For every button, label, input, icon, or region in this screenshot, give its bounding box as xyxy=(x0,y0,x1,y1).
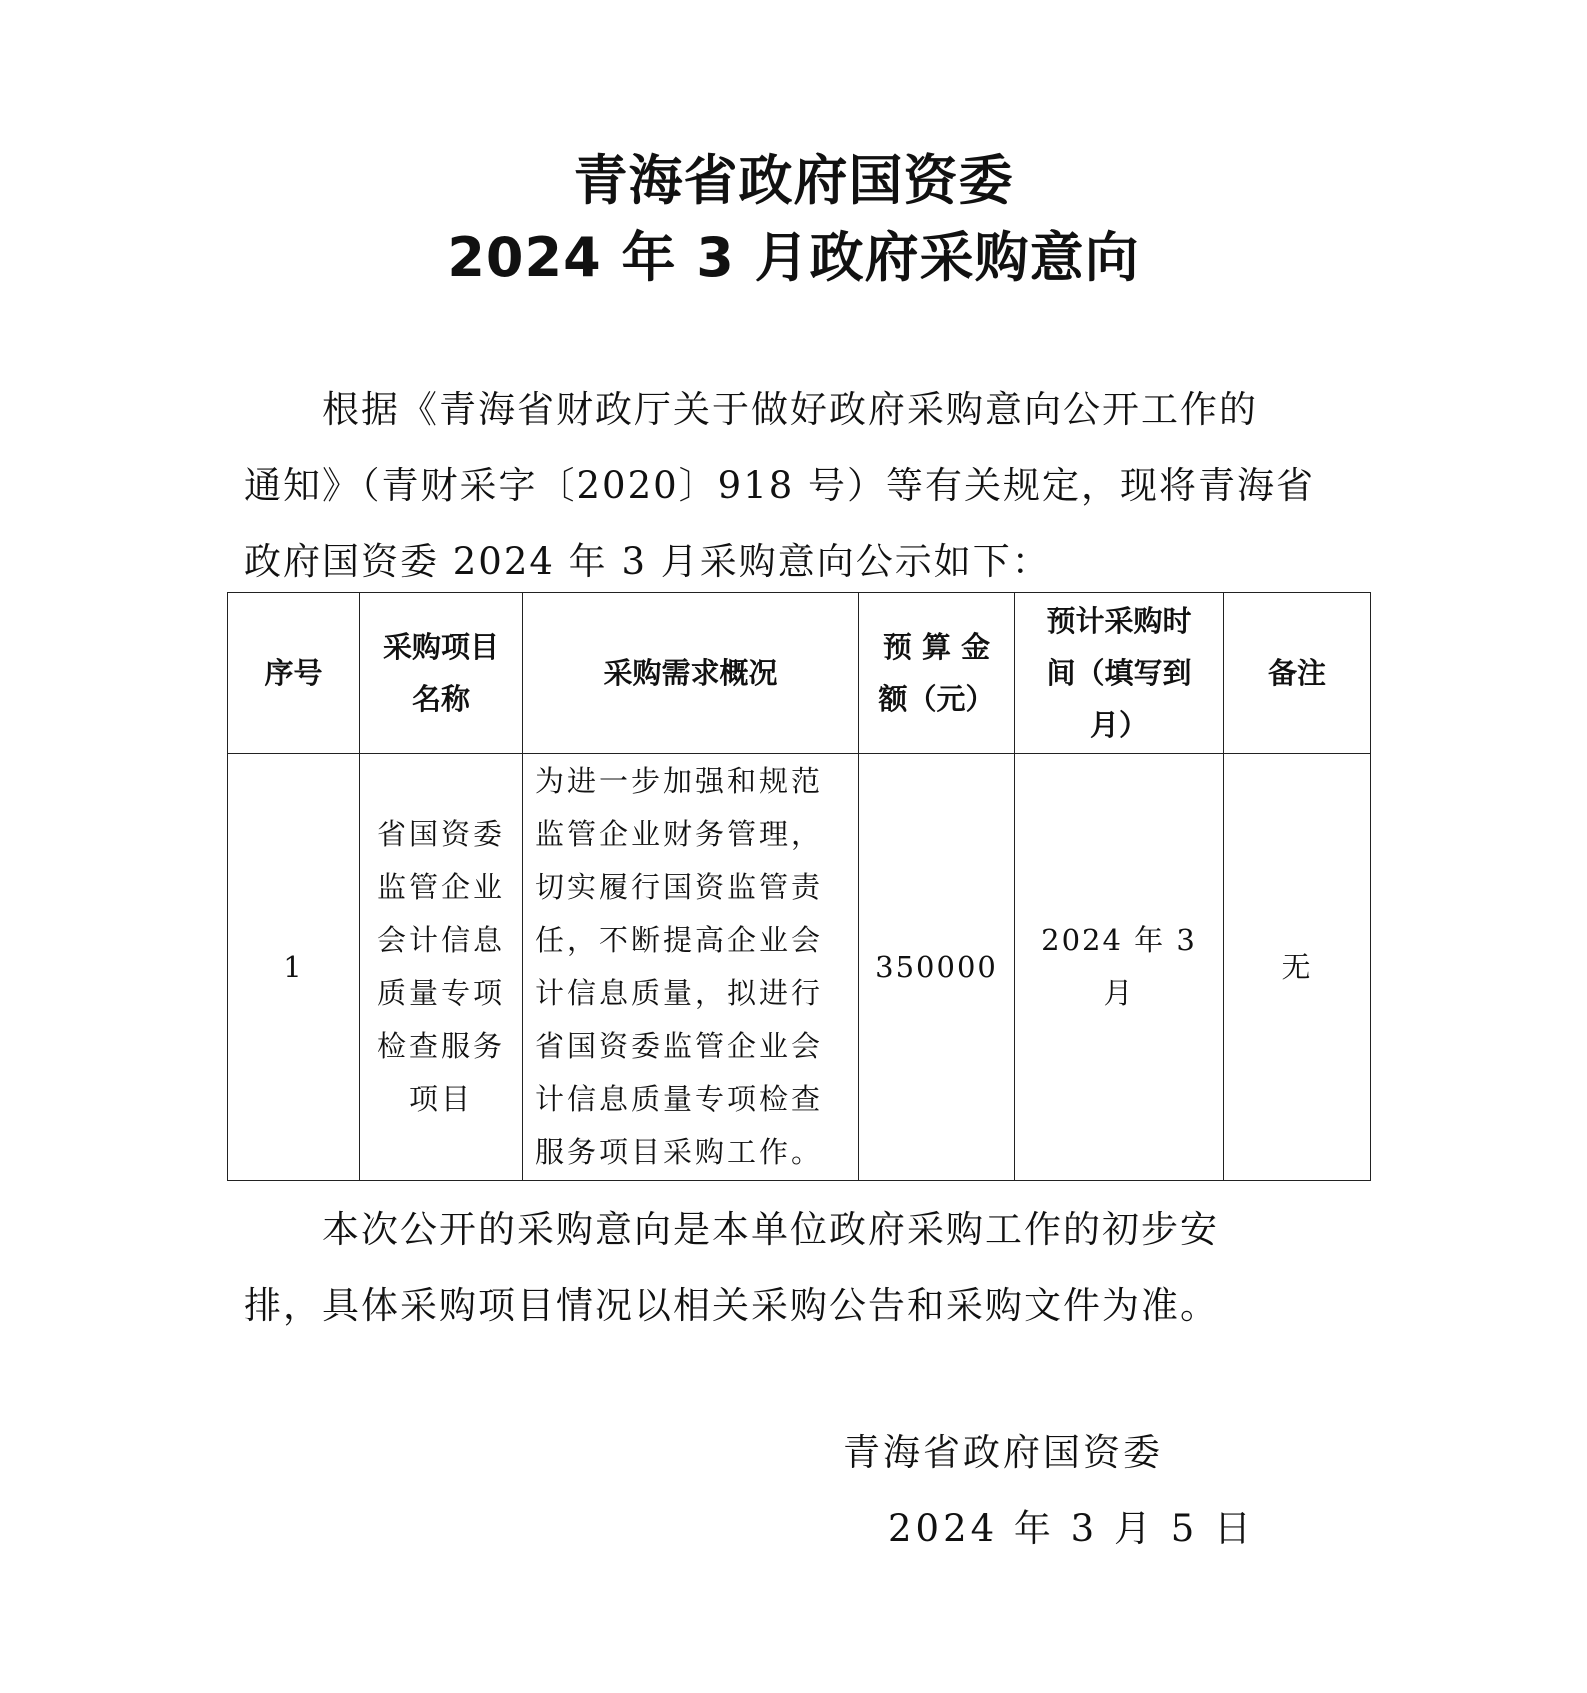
header-expected-time: 预计采购时 间（填写到 月） xyxy=(1015,593,1224,754)
intro-line-3: 政府国资委 2024 年 3 月采购意向公示如下： xyxy=(244,540,1051,583)
cell-remarks: 无 xyxy=(1224,754,1371,1181)
cell-project-name: 省国资委监管企业会计信息质量专项检查服务项目 xyxy=(360,754,523,1181)
intro-line-2: 通知》（青财采字〔2020〕918 号）等有关规定，现将青海省 xyxy=(244,464,1316,507)
procurement-table xyxy=(227,592,1371,1181)
document-title-line1: 青海省政府国资委 xyxy=(573,149,1014,212)
table-header-row xyxy=(228,593,1371,754)
intro-paragraph xyxy=(244,372,1349,600)
header-project-name: 采购项目 名称 xyxy=(360,593,523,754)
intro-line-1: 根据《青海省财政厅关于做好政府采购意向公开工作的 xyxy=(244,388,1258,431)
cell-index: 1 xyxy=(228,754,360,1181)
header-budget: 预 算 金 额（元） xyxy=(859,593,1015,754)
header-summary: 采购需求概况 xyxy=(523,593,859,754)
header-remarks: 备注 xyxy=(1224,593,1371,754)
closing-line-2: 排，具体采购项目情况以相关采购公告和采购文件为准。 xyxy=(244,1284,1219,1327)
table-row xyxy=(228,754,1371,1181)
cell-summary: 为进一步加强和规范监管企业财务管理，切实履行国资监管责任，不断提高企业会计信息质量，拟进行省国资委监管企业会计信息质量专项检查服务项目采购工作。 xyxy=(523,754,859,1181)
cell-budget: 350000 xyxy=(859,754,1015,1181)
signature-organization: 青海省政府国资委 xyxy=(843,1431,1163,1474)
signature-date: 2024 年 3 月 5 日 xyxy=(888,1507,1256,1550)
closing-line-1: 本次公开的采购意向是本单位政府采购工作的初步安 xyxy=(244,1208,1219,1251)
header-index: 序号 xyxy=(228,593,360,754)
document-title-line2: 2024 年 3 月政府采购意向 xyxy=(447,226,1140,289)
cell-expected-time: 2024 年 3 月 xyxy=(1015,754,1224,1181)
closing-paragraph xyxy=(244,1192,1349,1344)
